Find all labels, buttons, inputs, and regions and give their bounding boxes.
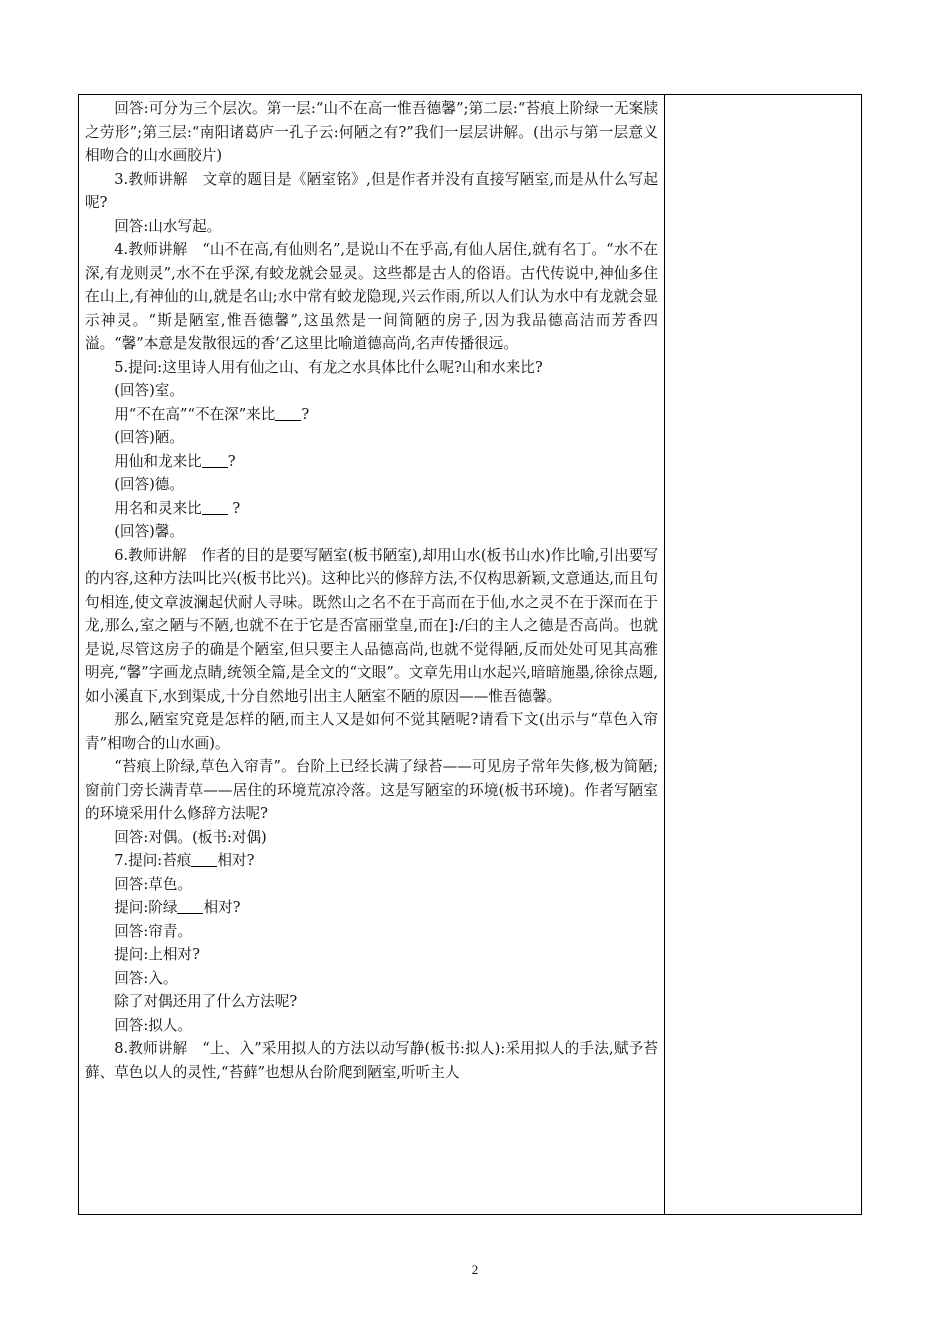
- fill-blank: [275, 406, 301, 421]
- paragraph: [85, 849, 658, 873]
- lesson-table: [78, 94, 862, 1215]
- paragraph-text: 相对?: [203, 899, 241, 916]
- paragraph: 5.提问:这里诗人用有仙之山、有龙之水具体比什么呢?山和水来比?: [114, 358, 543, 376]
- paragraph: 除了对偶还用了什么方法呢?: [114, 993, 298, 1010]
- fill-blank: [191, 852, 217, 867]
- paragraph: 回答:对偶。(板书:对偶): [114, 828, 267, 846]
- notes-cell: [665, 95, 861, 1214]
- lesson-content-cell: [79, 95, 665, 1214]
- paragraph: (回答)德。: [114, 476, 184, 493]
- paragraph: 6.教师讲解 作者的目的是要写陋室(板书陋室),却用山水(板书山水)作比喻,引出要写的内容,这种方法叫比兴(板书比兴)。这种比兴的修辞方法,不仅构思新颖,文意通达,而且句句相连,使文章波澜起伏耐人寻味。既然山之名不在于高而在于仙,水之灵不在于深而在于龙,那么,室之陋与不陋,也就不在于它是否富丽堂皇,而在]:/臼的主人之德是否高尚。也就是说,尽管这房子的确是个陋室,但只要主人品德高尚,也就不觉得陋,反而处处可见其高雅明亮,“馨”字画龙点睛,统领全篇,是全文的“文眼”。文章先用山水起兴,暗暗施墨,徐徐点题,如小溪直下,水到渠成,十分自然地引出主人陋室不陋的原因——惟吾德馨。: [85, 546, 658, 705]
- paragraph: 回答:可分为三个层次。第一层:“山不在高一惟吾德馨”;第二层:“苔痕上阶绿一无案牍之劳形”;第三层:“南阳诸葛庐一孔子云:何陋之有?”我们一层层讲解。(出示与第一层意义相吻合的山水画胶片): [85, 100, 658, 164]
- paragraph: [85, 497, 658, 521]
- paragraph: 回答:拟人。: [114, 1016, 193, 1034]
- paragraph: (回答)陋。: [114, 429, 184, 446]
- paragraph: “苔痕上阶绿,草色入帘青”。台阶上已经长满了绿苔——可见房子常年失修,极为简陋;窗前门旁长满青草——居住的环境荒凉冷落。这是写陋室的环境(板书环境)。作者写陋室的环境采用什么修辞方法呢?: [85, 758, 658, 822]
- paragraph-text: ?: [227, 499, 241, 517]
- paragraph-text: 相对?: [217, 852, 255, 869]
- paragraph-text: 用仙和龙来比: [114, 452, 202, 470]
- paragraph: [85, 896, 658, 920]
- paragraph: 回答:帘青。: [114, 922, 193, 940]
- paragraph: 那么,陋室究竟是怎样的陋,而主人又是如何不觉其陋呢?请看下文(出示与“草色入帘青”相吻合的山水画)。: [85, 711, 658, 752]
- fill-blank: [202, 500, 228, 515]
- paragraph-text: 用名和灵来比: [114, 499, 202, 517]
- fill-blank: [177, 899, 203, 914]
- paragraph: 8.教师讲解 “上、入”采用拟人的方法以动写静(板书:拟人):采用拟人的手法,赋予苔藓、草色以人的灵性,“苔藓”也想从台阶爬到陋室,听听主人: [85, 1040, 658, 1081]
- paragraph: 3.教师讲解 文章的题目是《陋室铭》,但是作者并没有直接写陋室,而是从什么写起呢?: [85, 170, 658, 211]
- paragraph: 4.教师讲解 “山不在高,有仙则名”,是说山不在乎高,有仙人居住,就有名丁。“水不在深,有龙则灵”,水不在乎深,有蛟龙就会显灵。这些都是古人的俗语。古代传说中,神仙多住在山上,有神仙的山,就是名山;水中常有蛟龙隐现,兴云作雨,所以人们认为水中有龙就会显示神灵。“斯是陋室,惟吾德馨”,这虽然是一间简陋的房子,因为我品德高洁而芳香四溢。“馨”本意是发散很远的香‘乙这里比喻道德高尚,名声传播很远。: [85, 241, 658, 352]
- paragraph-text: 7.提问:苔痕: [114, 852, 192, 869]
- paragraph: 回答:入。: [114, 969, 178, 987]
- paragraph: (回答)馨。: [114, 523, 184, 540]
- paragraph: [85, 450, 658, 474]
- paragraph: 回答:山水写起。: [114, 217, 222, 235]
- fill-blank: [202, 453, 228, 468]
- paragraph-text: 用“不在高”“不在深”来比: [114, 405, 276, 423]
- page-number: 2: [471, 1262, 479, 1277]
- paragraph-text: ?: [301, 405, 310, 423]
- paragraph-text: 提问:阶绿: [114, 899, 178, 916]
- paragraph: 回答:草色。: [114, 875, 193, 893]
- paragraph: [85, 403, 658, 427]
- paragraph: (回答)室。: [114, 382, 184, 399]
- paragraph: 提问:上相对?: [114, 946, 200, 963]
- paragraph-text: ?: [227, 452, 236, 470]
